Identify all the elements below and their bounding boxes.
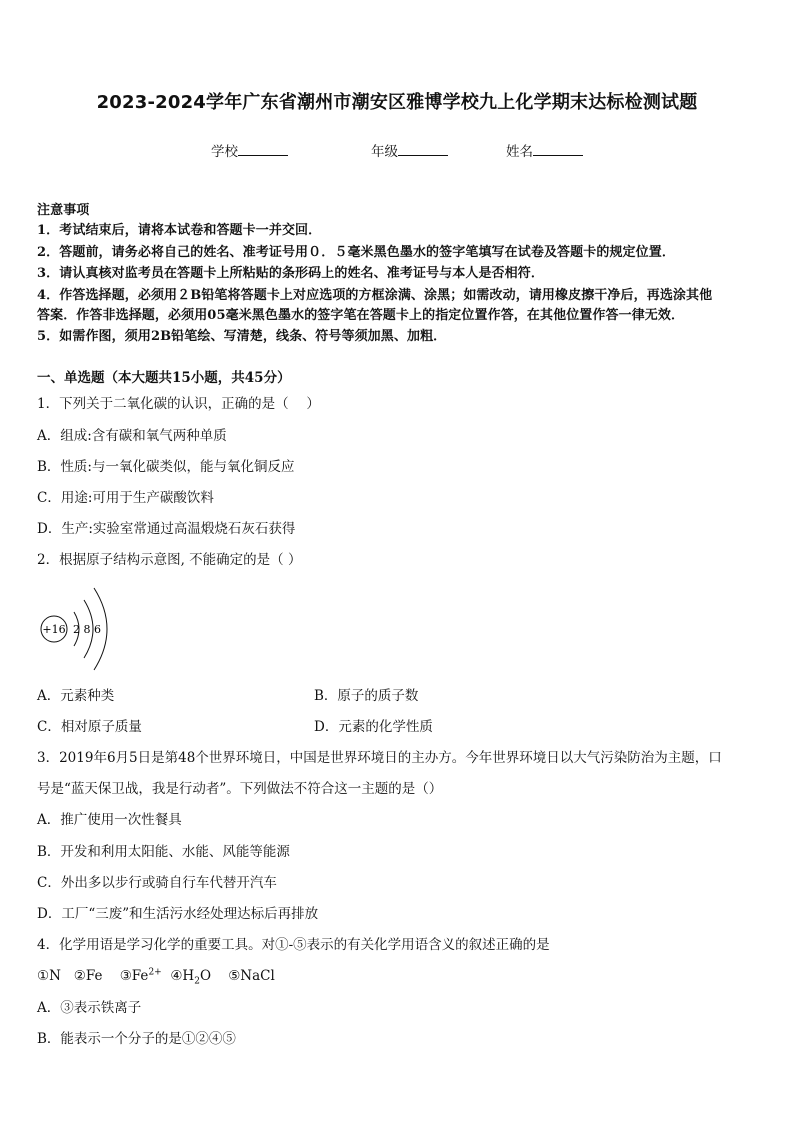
grade-label: 年级 bbox=[371, 144, 398, 160]
nucleus-charge-label: +16 bbox=[42, 623, 66, 636]
symbol-4: $④H_2O$ bbox=[170, 968, 212, 987]
atom-structure-diagram bbox=[30, 582, 120, 674]
q2-option-c[interactable]: C．相对原子质量 bbox=[37, 719, 142, 735]
q2-option-a[interactable]: A．元素种类 bbox=[37, 688, 115, 704]
symbol-2: ②Fe bbox=[73, 968, 103, 984]
q1-option-a[interactable]: A．组成:含有碳和氧气两种单质 bbox=[37, 428, 227, 444]
q3-option-b[interactable]: B．开发和利用太阳能、水能、风能等能源 bbox=[37, 844, 290, 860]
school-blank[interactable] bbox=[238, 142, 288, 156]
section-heading: 一、单选题（本大题共15小题，共45分） bbox=[37, 370, 291, 386]
q2-option-d[interactable]: D．元素的化学性质 bbox=[314, 719, 433, 735]
electron-count-label: 2 8 6 bbox=[73, 623, 101, 636]
question-3-stem-line2: 号是“蓝天保卫战，我是行动者”。下列做法不符合这一主题的是（） bbox=[37, 781, 443, 797]
symbol-1: ①N bbox=[37, 968, 61, 984]
school-label: 学校 bbox=[211, 144, 238, 160]
grade-blank[interactable] bbox=[398, 142, 448, 156]
notice-item: 5．如需作图，须用2B铅笔绘、写清楚，线条、符号等须加黑、加粗． bbox=[37, 329, 447, 344]
question-2-stem: 2．根据原子结构示意图, 不能确定的是（ ） bbox=[37, 552, 302, 568]
notice-heading: 注意事项 bbox=[37, 203, 90, 218]
symbol-5: ⑤NaCl bbox=[228, 968, 275, 984]
school-field[interactable] bbox=[211, 140, 288, 160]
notice-item: 答案．作答非选择题，必须用05毫米黑色墨水的签字笔在答题卡上的指定位置作答，在其他位置作答一律无效． bbox=[37, 308, 685, 323]
q1-option-b[interactable]: B．性质:与一氧化碳类似，能与氧化铜反应 bbox=[37, 459, 295, 475]
question-1-stem: 1．下列关于二氧化碳的认识，正确的是（ ） bbox=[37, 396, 320, 412]
q3-option-d[interactable]: D．工厂“三废”和生活污水经处理达标后再排放 bbox=[37, 906, 319, 922]
q3-option-a[interactable]: A．推广使用一次性餐具 bbox=[37, 812, 182, 828]
question-3-stem-line1: 3．2019年6月5日是第48个世界环境日，中国是世界环境日的主办方。今年世界环境日以大气污染防治为主题，口 bbox=[37, 750, 722, 766]
student-info-row bbox=[0, 140, 794, 160]
question-4-stem: 4．化学用语是学习化学的重要工具。对①-⑤表示的有关化学用语含义的叙述正确的是 bbox=[37, 937, 550, 953]
q4-option-b[interactable]: B．能表示一个分子的是①②④⑤ bbox=[37, 1031, 236, 1047]
q2-option-b[interactable]: B．原子的质子数 bbox=[314, 688, 419, 704]
notice-item: 4．作答选择题，必须用２B铅笔将答题卡上对应选项的方框涂满、涂黑；如需改动，请用橡皮擦干净后，再选涂其他 bbox=[37, 288, 713, 303]
q1-option-c[interactable]: C．用途:可用于生产碳酸饮料 bbox=[37, 490, 214, 506]
name-label: 姓名 bbox=[506, 144, 533, 160]
page-title: 2023-2024学年广东省潮州市潮安区雅博学校九上化学期末达标检测试题 bbox=[96, 92, 698, 113]
q4-option-a[interactable]: A．③表示铁离子 bbox=[37, 1000, 142, 1016]
name-field[interactable] bbox=[506, 140, 583, 160]
notice-item: 2．答题前，请务必将自己的姓名、准考证号用０．５毫米黑色墨水的签字笔填写在试卷及答题卡的规定位置． bbox=[37, 245, 675, 260]
notice-item: 3．请认真核对监考员在答题卡上所粘贴的条形码上的姓名、准考证号与本人是否相符． bbox=[37, 266, 544, 281]
q4-symbols bbox=[37, 967, 275, 985]
symbol-3: $③Fe^{2+}$ bbox=[119, 967, 162, 984]
atom-structure-svg bbox=[30, 582, 120, 674]
name-blank[interactable] bbox=[533, 142, 583, 156]
notice-item: 1．考试结束后，请将本试卷和答题卡一并交回． bbox=[37, 223, 322, 238]
q3-option-c[interactable]: C．外出多以步行或骑自行车代替开汽车 bbox=[37, 875, 277, 891]
grade-field[interactable] bbox=[371, 140, 448, 160]
q1-option-d[interactable]: D．生产:实验室常通过高温煅烧石灰石获得 bbox=[37, 521, 296, 537]
